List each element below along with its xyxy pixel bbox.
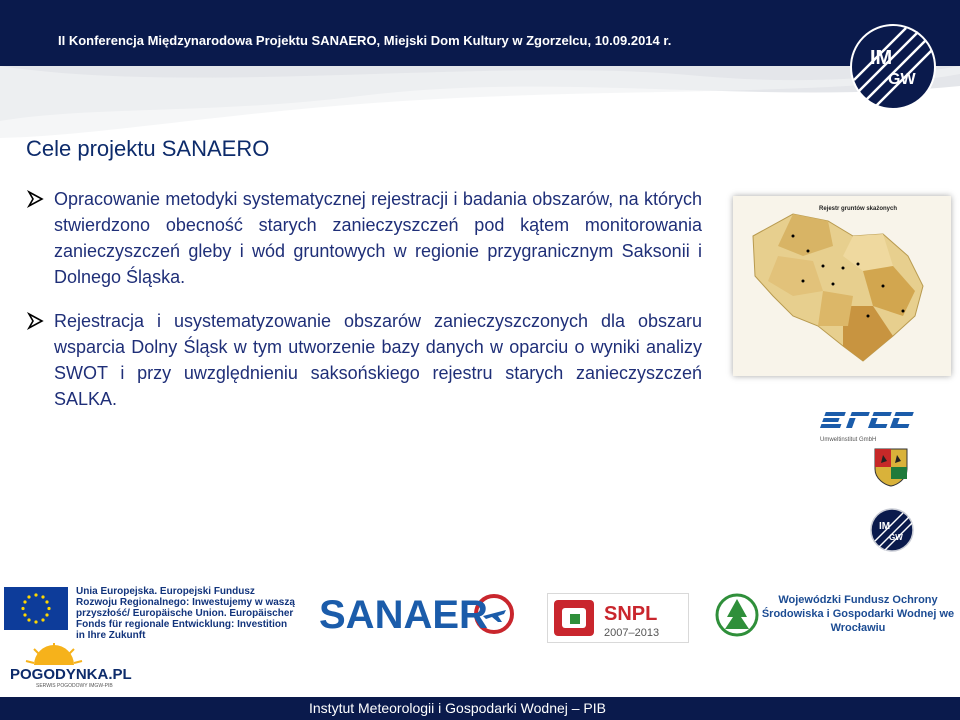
footer-institute: Instytut Meteorologii i Gospodarki Wodnej – PIB (309, 700, 607, 716)
arrow-bullet-icon (26, 308, 48, 334)
sanaero-aer: AER (403, 593, 488, 637)
snpl-mark-icon (548, 594, 688, 642)
imgw-small-logo-icon (869, 507, 915, 553)
imgw-logo-icon (848, 22, 938, 112)
bullet-list (26, 186, 702, 430)
snpl-name: SNPL (604, 603, 658, 625)
bullet-text: Rejestracja i usystematyzowanie obszarów zanieczyszczonych dla obszaru wsparcia Dolny Śląsk w tym utworzenie bazy danych w oparciu o wyniki analizy SWOT i przy uwzględnieniu saksońskiego rejestru starych zanieczyszczeń SALKA. (54, 311, 702, 409)
snpl-logo (547, 593, 689, 643)
conference-header: II Konferencja Międzynarodowa Projektu SANAERO, Miejski Dom Kultury w Zgorzelcu, 10.09.2014 r. (58, 33, 672, 48)
coat-of-arms-icon (873, 447, 909, 487)
map-title: Rejestr gruntów skażonych (819, 206, 898, 212)
bullet-item (26, 186, 702, 290)
ercc-logo-icon (812, 406, 922, 446)
pogodynka-subtitle: SERWIS POGODOWY IMGW-PIB (36, 683, 113, 689)
svg-text:IM: IM (870, 47, 893, 69)
eu-funding-text: Unia Europejska. Europejski Fundusz Rozwoju Regionalnego: Inwestujemy w waszą przyszłość/ Europäische Union. Europäischer Fonds für regionale Entwicklung: Investition in Ihre Zukunft (76, 586, 295, 641)
sanaero-logo (319, 593, 488, 638)
pogodynka-logo: POGODYNKA.PL (10, 666, 132, 683)
map-graphic (733, 196, 951, 376)
eu-flag-icon (4, 587, 68, 630)
svg-text:GW: GW (888, 71, 916, 88)
slide-title: Cele projektu SANAERO (26, 136, 270, 161)
wfos-text: Wojewódzki Fundusz Ochrony Środowiska i Gospodarki Wodnej we Wrocławiu (761, 594, 955, 634)
contaminated-sites-map (733, 196, 951, 376)
arrow-bullet-icon (26, 186, 48, 212)
bullet-item (26, 308, 702, 412)
snpl-years: 2007–2013 (604, 627, 660, 639)
sanaero-san: SAN (319, 593, 404, 637)
svg-text:IM: IM (879, 521, 891, 532)
bullet-text: Opracowanie metodyki systematycznej rejestracji i badania obszarów, na których stwierdzono obecność starych zanieczyszczeń pod kątem monitorowania zanieczyszczeń gleby i wód gruntowych w regionie przygranicznym Saksonii i Dolnego Śląska. (54, 189, 702, 287)
svg-text:GW: GW (889, 533, 903, 542)
ercc-subtitle: Umweltinstitut GmbH (820, 437, 877, 443)
